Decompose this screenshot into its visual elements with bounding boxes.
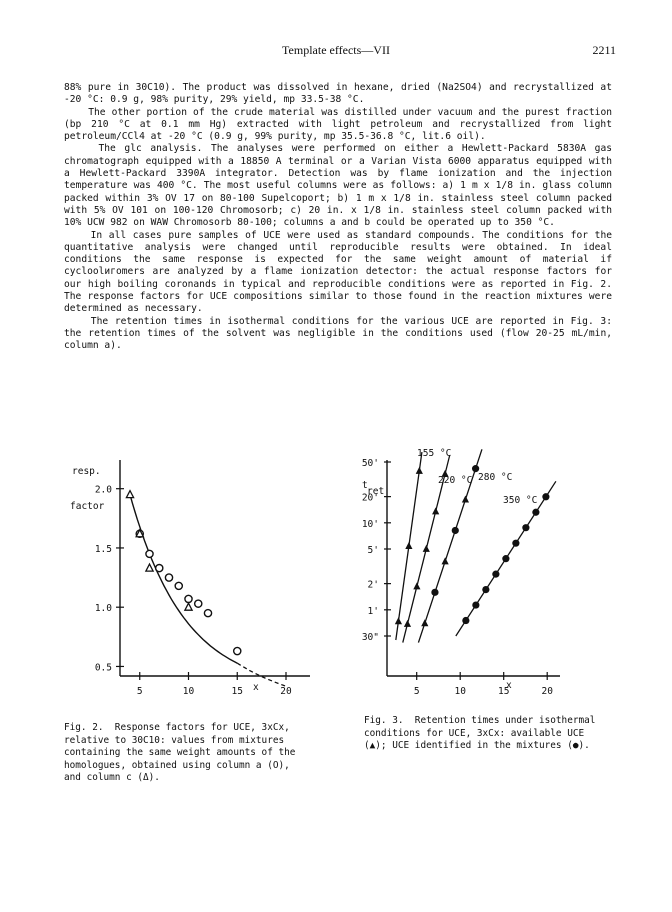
figure-3 <box>320 430 620 715</box>
fig3-xlabel: x <box>506 680 512 691</box>
fig3-point <box>472 601 479 608</box>
fig2-point-column-a <box>156 564 163 571</box>
fig2-point-column-a <box>165 574 172 581</box>
fig3-point <box>482 586 489 593</box>
fig3-temperature-label: 220 °C <box>438 475 473 486</box>
fig3-point <box>522 524 529 531</box>
fig3-point <box>532 509 539 516</box>
fig2-caption: Fig. 2. Response factors for UCE, 3xCx, relative to 30C10: values from mixtures containing the same weight amounts of the homologues, obtained using column a (O), and column c (Δ). <box>64 722 296 783</box>
paragraph: 88% pure in 30C10). The product was dissolved in hexane, dried (Na2SO4) and recrystallized at -20 °C: 0.9 g, 98% purity, 29% yield, mp 33.5-38 °C. <box>64 82 618 106</box>
fig2-point-column-c <box>185 603 192 610</box>
fig3-x-tick-label: 5 <box>413 686 420 697</box>
fig3-point <box>502 555 509 562</box>
fig3-temperature-label: 280 °C <box>478 472 513 483</box>
body-text <box>64 82 618 353</box>
fig3-point <box>395 617 402 624</box>
fig3-point <box>421 619 428 626</box>
paragraph: The retention times in isothermal conditions for the various UCE are reported in Fig. 3: the retention times of the solvent was negligible in the conditions used (flow 20-25 mL/min, column a). <box>64 315 618 352</box>
fig3-point <box>542 493 549 500</box>
fig3-point <box>431 589 438 596</box>
fig2-extrapolation-curve <box>237 663 286 686</box>
paragraph: The other portion of the crude material was distilled under vacuum and the purest fraction (bp 210 °C at 0.1 mm Hg) extracted with light petroleum and recrystallized from light petroleum/CCl4 at -20 °C (0.9 g, 99% purity, mp 35.5-36.8 °C, lit.6 oil). <box>64 106 618 143</box>
fig3-x-tick-label: 20 <box>541 686 553 697</box>
page-header <box>0 43 672 59</box>
fig3-y-tick-label: 50' <box>361 458 379 469</box>
fig3-y-tick-label: 2' <box>367 579 379 591</box>
fig2-y-tick-label: 2.0 <box>94 484 112 496</box>
paragraph: The glc analysis. The analyses were performed on either a Hewlett-Packard 5830A gas chromatograph equipped with a 18850 A terminal or a Varian Vista 6000 apparatus equipped with a Hewlett-Packard 3390A integrator. Detection was by flame ionization and the injection temperature was 400 °C. The most useful columns were as follows: a) 1 m x 1/8 in. glass column packed within 3% OV 17 on 80-100 Supelcoport; b) 1 m x 1/8 in. stainless steel column packed with 5% OV 101 on 100-120 Chromosorb; c) 20 in. x 1/8 in. stainless steel column packed with 10% UCW 982 on WAW Chromosorb 80-100; columns a and b could be operated up to 350 °C. <box>64 143 618 229</box>
fig2-point-column-c <box>146 564 153 571</box>
fig3-x-tick-label: 15 <box>497 686 510 697</box>
fig3-ylabel-t: t <box>362 480 368 491</box>
fig3-point <box>413 582 420 589</box>
fig2-fit-curve <box>130 495 237 664</box>
fig2-y-tick-label: 0.5 <box>94 662 112 674</box>
fig3-caption: Fig. 3. Retention times under isothermal conditions for UCE, 3xCx: available UCE (▲); UCE identified in the mixtures (●). <box>364 715 596 751</box>
fig2-point-column-a <box>175 582 182 589</box>
fig3-point <box>423 545 430 552</box>
fig3-point <box>404 620 411 627</box>
fig2-y-tick-label: 1.0 <box>94 603 112 615</box>
fig3-y-tick-label: 5' <box>367 545 379 556</box>
fig2-ylabel-line2: factor <box>70 501 105 512</box>
fig3-point <box>452 527 459 534</box>
fig2-y-tick-label: 1.5 <box>94 543 112 555</box>
fig3-ylabel-ret: ret <box>367 486 385 497</box>
fig3-y-tick-label: 30" <box>361 632 379 643</box>
fig3-point <box>462 496 469 503</box>
fig3-point <box>405 542 412 549</box>
page-number: 2211 <box>592 43 616 57</box>
fig3-point <box>432 507 439 514</box>
fig3-point <box>462 617 469 624</box>
fig3-plot <box>320 430 620 710</box>
fig3-point <box>492 571 499 578</box>
fig2-point-column-c <box>126 491 133 498</box>
fig2-point-column-a <box>195 600 202 607</box>
fig3-x-tick-label: 10 <box>454 686 466 697</box>
fig3-temperature-label: 350 °C <box>503 495 538 506</box>
fig2-x-tick-label: 5 <box>136 686 143 697</box>
fig2-x-tick-label: 10 <box>182 686 195 697</box>
fig2-point-column-a <box>185 595 192 602</box>
fig3-point <box>512 540 519 547</box>
running-title: Template effects—VII <box>282 43 390 57</box>
fig2-point-column-a <box>146 550 153 557</box>
fig3-point <box>416 467 423 474</box>
figure-2 <box>40 430 330 715</box>
fig2-xlabel: x <box>253 682 259 693</box>
paragraph: In all cases pure samples of UCE were used as standard compounds. The conditions for the quantitative analysis were changed until reproducible results were obtained. In ideal conditions the same response is expected for the same weight amount of material if cycloolигomers are analyzed by a flame ionization detector: the actual response factors for our high boiling coronands in typical and reproducible conditions were as reported in Fig. 2. The response factors for UCE compositions similar to those found in the reaction mixtures were determined as necessary. <box>64 229 618 315</box>
fig2-x-tick-label: 20 <box>280 686 292 697</box>
fig2-ylabel-line1: resp. <box>72 466 101 477</box>
fig2-point-column-a <box>204 610 211 617</box>
fig3-point <box>442 557 449 564</box>
fig2-plot <box>40 430 330 710</box>
fig3-temperature-label: 155 °C <box>417 448 452 459</box>
fig2-x-tick-label: 15 <box>231 686 243 697</box>
fig3-y-tick-label: 1' <box>367 605 379 617</box>
fig3-y-tick-label: 10' <box>361 518 379 530</box>
fig2-point-column-a <box>234 647 241 654</box>
fig3-y-tick-label: 20' <box>361 492 379 504</box>
